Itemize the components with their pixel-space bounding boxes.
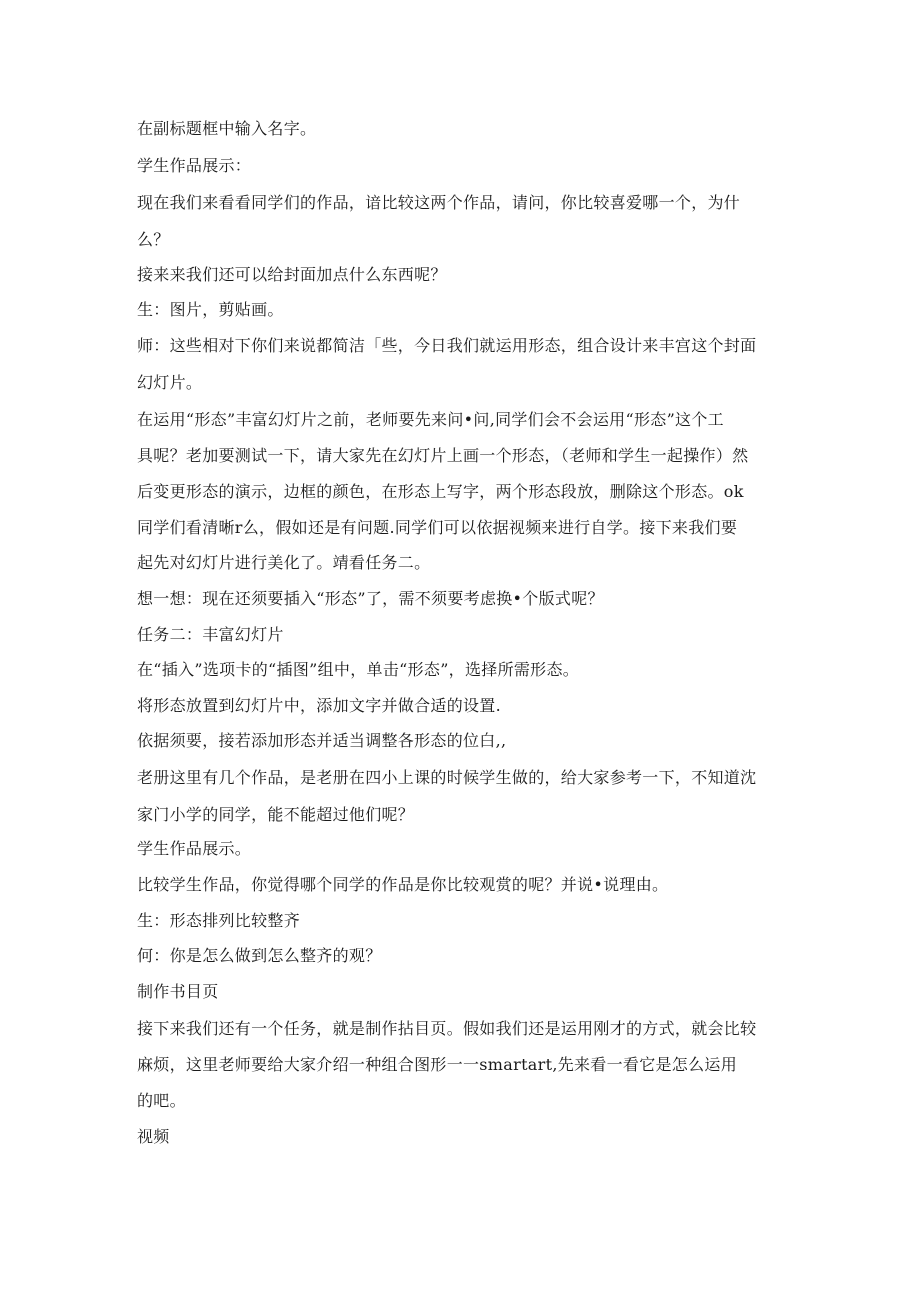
text-line: 师：这些相对下你们来说都简洁「些，今日我们就运用形态，组合设计来丰宫这个封面 — [137, 336, 757, 355]
text-line: 同学们看清晰r么，假如还是有问题.同学们可以依据视频来进行自学。接下来我们要 — [137, 518, 738, 537]
text-line: 生：图片，剪贴画。 — [137, 300, 284, 319]
text-line: 在副标题框中输入名字。 — [137, 119, 317, 138]
text-line: 具呢？老加要测试一下，请大家先在幻灯片上画一个形态，（老师和学生一起操作）然 — [137, 446, 749, 465]
text-line: 在“插入”选项卡的“插图”组中，单击“形态”，选择所需形态。 — [137, 660, 580, 679]
text-line: 将形态放置到幻灯片中，添加文字并做合适的设置. — [137, 696, 501, 715]
text-line: 学生作品展示。 — [137, 839, 252, 858]
text-line: 何：你是怎么做到怎么整齐的观？ — [137, 946, 382, 965]
text-line: 接下来我们还有一个任务，就是制作拈目页。假如我们还是运用刚才的方式，就会比较 — [137, 1019, 757, 1038]
text-line: 接来来我们还可以给封面加点什么东西呢？ — [137, 265, 447, 284]
text-line: 幻灯片。 — [137, 373, 203, 392]
text-line: 麻烦，这里老师要给大家介绍一种组合图形一一smartart,先来看一看它是怎么运用 — [137, 1055, 738, 1074]
text-line: 家门小学的同学，能不能超过他们呢？ — [137, 805, 415, 824]
text-line: 生：形态排列比较整齐 — [137, 911, 301, 930]
text-line: 任务二：丰富幻灯片 — [137, 625, 284, 644]
text-line: 学生作品展示： — [137, 156, 252, 175]
text-line: 老册这里有几个作品，是老册在四小上课的时候学生做的，给大家参考一下，不知道沈 — [137, 768, 757, 787]
text-line: 依据须要，接若添加形态并适当调整各形态的位白,, — [137, 731, 507, 750]
text-line: 比较学生作品，你觉得哪个同学的作品是你比较观赏的呢？并说•说理由。 — [137, 875, 669, 894]
text-line: 么？ — [137, 230, 170, 249]
text-line: 后变更形态的演示，边框的颜色，在形态上写字，两个形态段放，删除这个形态。ok — [137, 482, 744, 501]
text-line: 现在我们来看看同学们的作品，谙比较这两个作品，请问，你比较喜爱哪一个，为什 — [137, 193, 741, 212]
text-line: 起先对幻灯片进行美化了。靖看任务二。 — [137, 553, 431, 572]
text-line: 制作书目页 — [137, 982, 219, 1001]
text-line: 在运用“形态”丰富幻灯片之前，老师要先来问•问,同学们会不会运用“形态”这个工 — [137, 410, 724, 429]
text-line: 的吧。 — [137, 1091, 186, 1110]
text-line: 想一想：现在还须要插入“形态”了，需不须要考虑换•个版式呢？ — [137, 589, 604, 608]
text-line: 视频 — [137, 1127, 170, 1146]
